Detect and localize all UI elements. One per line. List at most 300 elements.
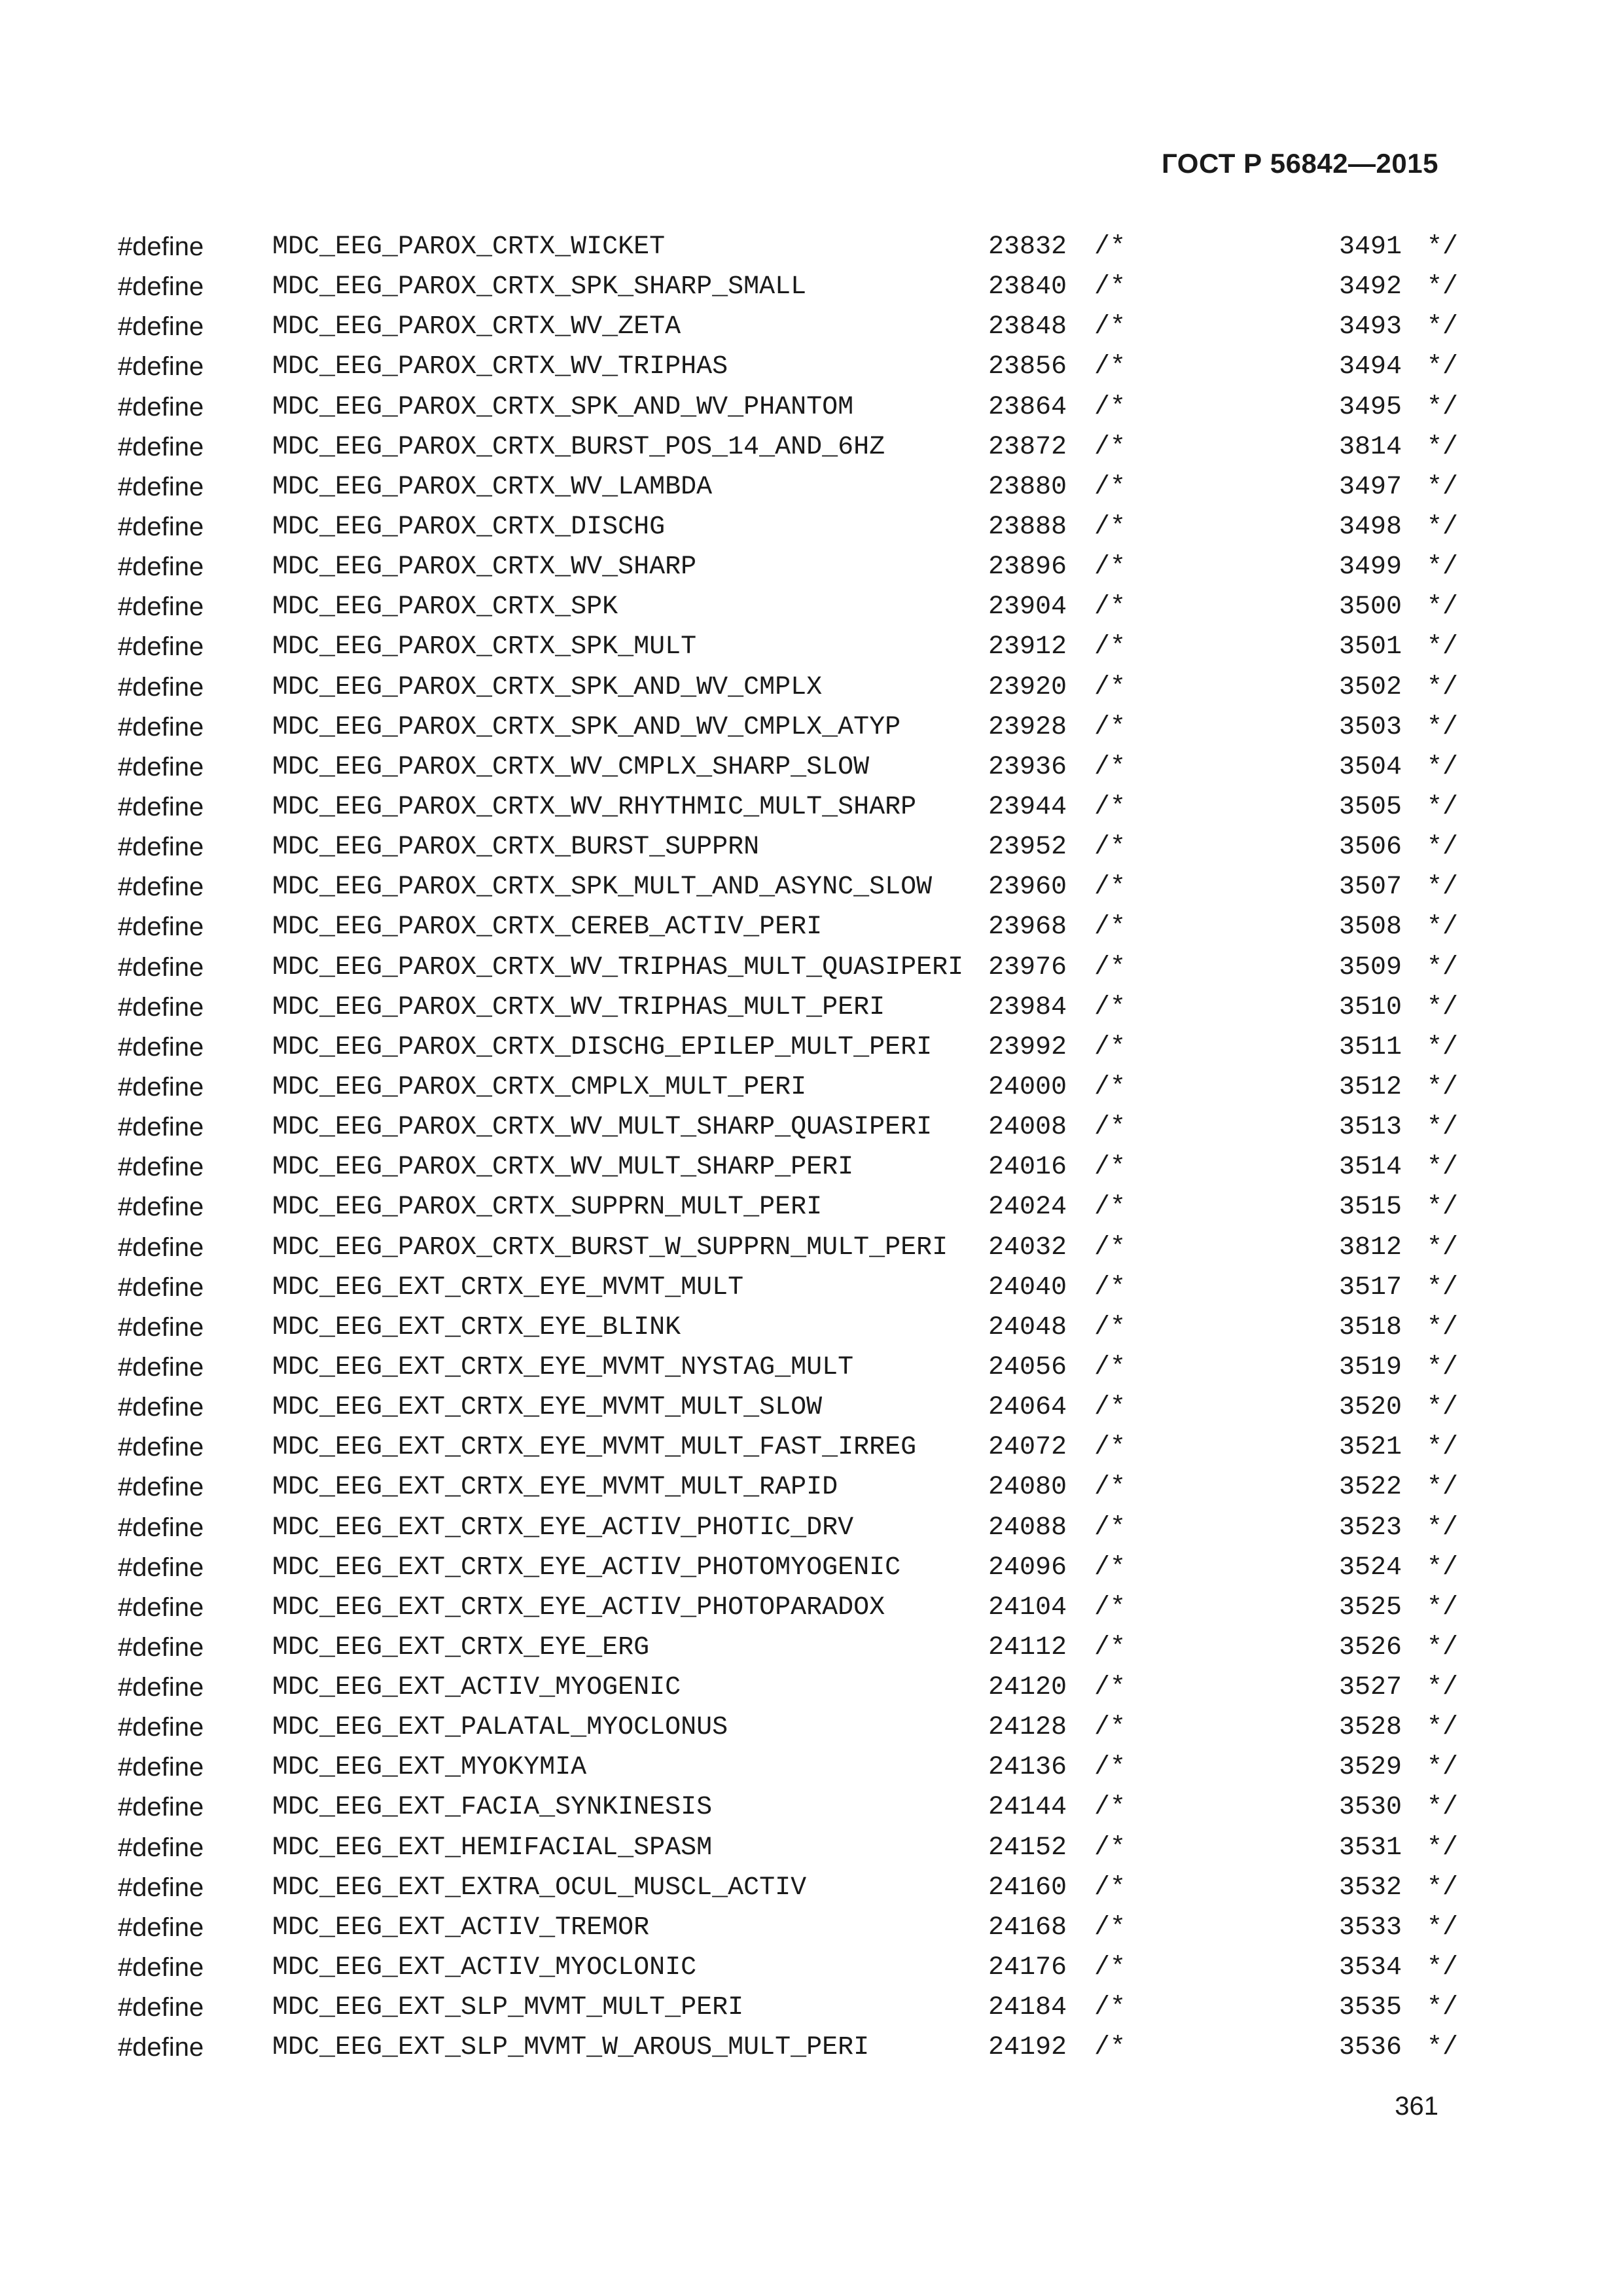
define-code: 3493 <box>1338 312 1402 342</box>
comment-open: /* <box>1094 1393 1126 1423</box>
define-keyword: #define <box>118 472 204 501</box>
comment-close: */ <box>1426 792 1458 822</box>
define-name: MDC_EEG_PAROX_CRTX_WV_TRIPHAS_MULT_QUASIPERI <box>272 952 964 982</box>
define-keyword: #define <box>118 1793 204 1822</box>
define-value: 24152 <box>988 1833 1067 1863</box>
define-row <box>118 1508 1459 1548</box>
define-keyword: #define <box>118 792 204 821</box>
define-row <box>118 1708 1459 1748</box>
comment-open: /* <box>1094 472 1126 502</box>
define-value: 24192 <box>988 2033 1067 2063</box>
define-value: 23976 <box>988 952 1067 982</box>
define-value: 23984 <box>988 992 1067 1022</box>
define-name: MDC_EEG_PAROX_CRTX_SPK_MULT_AND_ASYNC_SLOW <box>272 872 933 903</box>
define-code: 3511 <box>1338 1032 1402 1062</box>
comment-open: /* <box>1094 2033 1126 2063</box>
define-name: MDC_EEG_PAROX_CRTX_BURST_W_SUPPRN_MULT_PERI <box>272 1232 948 1263</box>
define-value: 23992 <box>988 1032 1067 1062</box>
comment-close: */ <box>1426 752 1458 782</box>
comment-open: /* <box>1094 1632 1126 1662</box>
define-keyword: #define <box>118 1072 204 1102</box>
comment-close: */ <box>1426 1272 1458 1302</box>
define-code: 3498 <box>1338 512 1402 542</box>
define-code: 3525 <box>1338 1592 1402 1623</box>
define-code: 3518 <box>1338 1312 1402 1342</box>
define-name: MDC_EEG_PAROX_CRTX_WV_LAMBDA <box>272 472 713 502</box>
comment-open: /* <box>1094 512 1126 542</box>
comment-close: */ <box>1426 1232 1458 1263</box>
define-keyword: #define <box>118 1232 204 1262</box>
define-name: MDC_EEG_PAROX_CRTX_WICKET <box>272 232 666 262</box>
comment-open: /* <box>1094 392 1126 422</box>
define-value: 23848 <box>988 312 1067 342</box>
define-value: 24024 <box>988 1193 1067 1223</box>
comment-open: /* <box>1094 1113 1126 1143</box>
define-keyword: #define <box>118 1433 204 1462</box>
define-name: MDC_EEG_EXT_CRTX_EYE_MVMT_MULT_FAST_IRREG <box>272 1433 917 1463</box>
define-row <box>118 668 1459 708</box>
comment-open: /* <box>1094 1993 1126 2023</box>
define-value: 24088 <box>988 1513 1067 1543</box>
define-name: MDC_EEG_EXT_CRTX_EYE_MVMT_MULT <box>272 1272 744 1302</box>
comment-open: /* <box>1094 1433 1126 1463</box>
define-keyword: #define <box>118 1713 204 1742</box>
define-keyword: #define <box>118 872 204 902</box>
define-name: MDC_EEG_PAROX_CRTX_SPK_SHARP_SMALL <box>272 272 807 302</box>
define-keyword: #define <box>118 1312 204 1342</box>
define-row <box>118 427 1459 467</box>
define-code: 3530 <box>1338 1793 1402 1823</box>
define-name: MDC_EEG_PAROX_CRTX_CMPLX_MULT_PERI <box>272 1072 807 1102</box>
comment-open: /* <box>1094 552 1126 583</box>
define-row <box>118 1628 1459 1668</box>
comment-open: /* <box>1094 833 1126 863</box>
comment-open: /* <box>1094 752 1126 782</box>
comment-close: */ <box>1426 833 1458 863</box>
define-row <box>118 1268 1459 1308</box>
define-keyword: #define <box>118 1513 204 1542</box>
define-keyword: #define <box>118 1352 204 1382</box>
comment-close: */ <box>1426 872 1458 903</box>
comment-close: */ <box>1426 1793 1458 1823</box>
define-value: 24136 <box>988 1753 1067 1783</box>
comment-open: /* <box>1094 1072 1126 1102</box>
comment-close: */ <box>1426 2033 1458 2063</box>
define-code: 3502 <box>1338 672 1402 702</box>
comment-open: /* <box>1094 1833 1126 1863</box>
comment-open: /* <box>1094 232 1126 262</box>
comment-open: /* <box>1094 792 1126 822</box>
define-value: 24096 <box>988 1552 1067 1583</box>
define-keyword: #define <box>118 312 204 342</box>
define-keyword: #define <box>118 2033 204 2062</box>
define-keyword: #define <box>118 1153 204 1182</box>
comment-close: */ <box>1426 1912 1458 1943</box>
comment-open: /* <box>1094 1873 1126 1903</box>
define-row <box>118 948 1459 988</box>
comment-open: /* <box>1094 272 1126 302</box>
define-value: 23856 <box>988 352 1067 382</box>
comment-close: */ <box>1426 632 1458 662</box>
define-row <box>118 1107 1459 1147</box>
define-keyword: #define <box>118 1673 204 1702</box>
define-row <box>118 347 1459 387</box>
define-code: 3519 <box>1338 1352 1402 1382</box>
define-row <box>118 1348 1459 1388</box>
define-keyword: #define <box>118 1873 204 1902</box>
comment-close: */ <box>1426 472 1458 502</box>
comment-open: /* <box>1094 1592 1126 1623</box>
define-row <box>118 1868 1459 1908</box>
define-name: MDC_EEG_PAROX_CRTX_WV_TRIPHAS_MULT_PERI <box>272 992 885 1022</box>
define-code: 3531 <box>1338 1833 1402 1863</box>
define-code: 3501 <box>1338 632 1402 662</box>
define-keyword: #define <box>118 232 204 261</box>
define-value: 24184 <box>988 1993 1067 2023</box>
page-number: 361 <box>1395 2092 1438 2121</box>
comment-close: */ <box>1426 1312 1458 1342</box>
comment-open: /* <box>1094 352 1126 382</box>
comment-open: /* <box>1094 992 1126 1022</box>
comment-open: /* <box>1094 632 1126 662</box>
define-code: 3495 <box>1338 392 1402 422</box>
define-value: 23832 <box>988 232 1067 262</box>
define-value: 23888 <box>988 512 1067 542</box>
define-value: 24048 <box>988 1312 1067 1342</box>
define-code: 3520 <box>1338 1393 1402 1423</box>
define-row <box>118 988 1459 1028</box>
define-code: 3532 <box>1338 1873 1402 1903</box>
define-name: MDC_EEG_EXT_CRTX_EYE_ERG <box>272 1632 650 1662</box>
comment-close: */ <box>1426 1592 1458 1623</box>
define-keyword: #define <box>118 1993 204 2022</box>
comment-open: /* <box>1094 1912 1126 1943</box>
define-keyword: #define <box>118 1193 204 1222</box>
define-keyword: #define <box>118 952 204 982</box>
define-keyword: #define <box>118 1833 204 1862</box>
define-code: 3535 <box>1338 1993 1402 2023</box>
define-row <box>118 907 1459 947</box>
define-code: 3504 <box>1338 752 1402 782</box>
define-row <box>118 467 1459 507</box>
define-name: MDC_EEG_PAROX_CRTX_BURST_SUPPRN <box>272 833 760 863</box>
define-code: 3494 <box>1338 352 1402 382</box>
define-name: MDC_EEG_EXT_EXTRA_OCUL_MUSCL_ACTIV <box>272 1873 807 1903</box>
define-row <box>118 227 1459 267</box>
define-row <box>118 1187 1459 1227</box>
define-name: MDC_EEG_EXT_MYOKYMIA <box>272 1753 587 1783</box>
define-code: 3529 <box>1338 1753 1402 1783</box>
define-keyword: #define <box>118 272 204 302</box>
define-code: 3506 <box>1338 833 1402 863</box>
define-row <box>118 387 1459 427</box>
define-value: 24064 <box>988 1393 1067 1423</box>
comment-close: */ <box>1426 1953 1458 1983</box>
define-name: MDC_EEG_PAROX_CRTX_WV_ZETA <box>272 312 681 342</box>
comment-open: /* <box>1094 952 1126 982</box>
define-name: MDC_EEG_PAROX_CRTX_SUPPRN_MULT_PERI <box>272 1193 823 1223</box>
comment-open: /* <box>1094 1232 1126 1263</box>
define-name: MDC_EEG_PAROX_CRTX_WV_TRIPHAS <box>272 352 728 382</box>
comment-close: */ <box>1426 1153 1458 1183</box>
define-keyword: #define <box>118 1473 204 1502</box>
define-name: MDC_EEG_EXT_ACTIV_MYOGENIC <box>272 1673 681 1703</box>
define-value: 24008 <box>988 1113 1067 1143</box>
define-code: 3503 <box>1338 712 1402 742</box>
define-name: MDC_EEG_PAROX_CRTX_WV_SHARP <box>272 552 697 583</box>
define-name: MDC_EEG_PAROX_CRTX_SPK_MULT <box>272 632 697 662</box>
comment-close: */ <box>1426 1032 1458 1062</box>
define-row <box>118 267 1459 307</box>
comment-close: */ <box>1426 1632 1458 1662</box>
define-name: MDC_EEG_PAROX_CRTX_DISCHG <box>272 512 666 542</box>
comment-open: /* <box>1094 1673 1126 1703</box>
define-keyword: #define <box>118 1272 204 1302</box>
define-row <box>118 1388 1459 1427</box>
define-name: MDC_EEG_PAROX_CRTX_SPK <box>272 592 618 622</box>
comment-close: */ <box>1426 1473 1458 1503</box>
comment-close: */ <box>1426 1993 1458 2023</box>
define-row <box>118 1908 1459 1948</box>
define-row <box>118 827 1459 867</box>
comment-close: */ <box>1426 552 1458 583</box>
define-value: 23960 <box>988 872 1067 903</box>
comment-close: */ <box>1426 912 1458 942</box>
define-keyword: #define <box>118 392 204 422</box>
define-value: 23904 <box>988 592 1067 622</box>
define-value: 23840 <box>988 272 1067 302</box>
define-name: MDC_EEG_PAROX_CRTX_SPK_AND_WV_CMPLX_ATYP <box>272 712 901 742</box>
define-keyword: #define <box>118 1393 204 1422</box>
define-name: MDC_EEG_PAROX_CRTX_CEREB_ACTIV_PERI <box>272 912 823 942</box>
define-code: 3521 <box>1338 1433 1402 1463</box>
comment-open: /* <box>1094 712 1126 742</box>
comment-close: */ <box>1426 1713 1458 1743</box>
define-name: MDC_EEG_EXT_CRTX_EYE_MVMT_MULT_SLOW <box>272 1393 823 1423</box>
comment-close: */ <box>1426 352 1458 382</box>
comment-open: /* <box>1094 1513 1126 1543</box>
define-row <box>118 587 1459 627</box>
define-keyword: #define <box>118 1113 204 1142</box>
comment-close: */ <box>1426 672 1458 702</box>
comment-close: */ <box>1426 1433 1458 1463</box>
define-value: 24112 <box>988 1632 1067 1662</box>
define-name: MDC_EEG_EXT_CRTX_EYE_MVMT_NYSTAG_MULT <box>272 1352 854 1382</box>
define-value: 23896 <box>988 552 1067 583</box>
comment-close: */ <box>1426 312 1458 342</box>
define-name: MDC_EEG_EXT_CRTX_EYE_MVMT_MULT_RAPID <box>272 1473 838 1503</box>
define-code: 3507 <box>1338 872 1402 903</box>
define-row <box>118 627 1459 667</box>
define-row <box>118 1067 1459 1107</box>
define-code: 3515 <box>1338 1193 1402 1223</box>
define-name: MDC_EEG_PAROX_CRTX_BURST_POS_14_AND_6HZ <box>272 432 885 462</box>
define-list <box>118 227 1459 2068</box>
define-value: 24104 <box>988 1592 1067 1623</box>
define-row <box>118 1828 1459 1868</box>
comment-close: */ <box>1426 512 1458 542</box>
comment-close: */ <box>1426 232 1458 262</box>
define-code: 3492 <box>1338 272 1402 302</box>
define-value: 23912 <box>988 632 1067 662</box>
define-row <box>118 2028 1459 2068</box>
comment-open: /* <box>1094 1352 1126 1382</box>
define-keyword: #define <box>118 432 204 461</box>
define-value: 23944 <box>988 792 1067 822</box>
define-code: 3524 <box>1338 1552 1402 1583</box>
define-keyword: #define <box>118 992 204 1022</box>
comment-open: /* <box>1094 1312 1126 1342</box>
define-code: 3523 <box>1338 1513 1402 1543</box>
define-value: 24128 <box>988 1713 1067 1743</box>
define-name: MDC_EEG_PAROX_CRTX_WV_MULT_SHARP_QUASIPERI <box>272 1113 933 1143</box>
comment-close: */ <box>1426 1753 1458 1783</box>
define-name: MDC_EEG_EXT_ACTIV_TREMOR <box>272 1912 650 1943</box>
define-code: 3814 <box>1338 432 1402 462</box>
comment-close: */ <box>1426 1113 1458 1143</box>
define-keyword: #define <box>118 352 204 382</box>
define-keyword: #define <box>118 1753 204 1782</box>
define-row <box>118 1228 1459 1268</box>
define-code: 3812 <box>1338 1232 1402 1263</box>
comment-open: /* <box>1094 672 1126 702</box>
comment-open: /* <box>1094 312 1126 342</box>
define-code: 3512 <box>1338 1072 1402 1102</box>
define-keyword: #define <box>118 1632 204 1662</box>
comment-open: /* <box>1094 592 1126 622</box>
comment-open: /* <box>1094 1713 1126 1743</box>
define-keyword: #define <box>118 1953 204 1982</box>
define-row <box>118 1427 1459 1467</box>
comment-close: */ <box>1426 1072 1458 1102</box>
define-row <box>118 1147 1459 1187</box>
define-value: 23968 <box>988 912 1067 942</box>
define-name: MDC_EEG_EXT_CRTX_EYE_ACTIV_PHOTIC_DRV <box>272 1513 854 1543</box>
define-name: MDC_EEG_EXT_SLP_MVMT_W_AROUS_MULT_PERI <box>272 2033 870 2063</box>
define-name: MDC_EEG_PAROX_CRTX_WV_RHYTHMIC_MULT_SHARP <box>272 792 917 822</box>
define-code: 3533 <box>1338 1912 1402 1943</box>
document-id-header: ГОСТ Р 56842—2015 <box>1162 148 1438 179</box>
define-keyword: #define <box>118 912 204 942</box>
define-keyword: #define <box>118 512 204 541</box>
define-keyword: #define <box>118 1552 204 1582</box>
define-name: MDC_EEG_PAROX_CRTX_WV_MULT_SHARP_PERI <box>272 1153 854 1183</box>
comment-open: /* <box>1094 1193 1126 1223</box>
define-name: MDC_EEG_EXT_FACIA_SYNKINESIS <box>272 1793 713 1823</box>
define-value: 23864 <box>988 392 1067 422</box>
define-code: 3499 <box>1338 552 1402 583</box>
define-keyword: #define <box>118 1032 204 1062</box>
define-keyword: #define <box>118 672 204 702</box>
define-value: 24072 <box>988 1433 1067 1463</box>
define-row <box>118 1588 1459 1628</box>
comment-close: */ <box>1426 1513 1458 1543</box>
define-keyword: #define <box>118 712 204 742</box>
define-row <box>118 708 1459 747</box>
define-value: 24016 <box>988 1153 1067 1183</box>
define-code: 3522 <box>1338 1473 1402 1503</box>
define-row <box>118 547 1459 587</box>
define-keyword: #define <box>118 592 204 622</box>
define-value: 24080 <box>988 1473 1067 1503</box>
define-row <box>118 1308 1459 1348</box>
define-name: MDC_EEG_EXT_SLP_MVMT_MULT_PERI <box>272 1993 744 2023</box>
comment-open: /* <box>1094 1953 1126 1983</box>
define-value: 24040 <box>988 1272 1067 1302</box>
define-keyword: #define <box>118 632 204 662</box>
define-code: 3509 <box>1338 952 1402 982</box>
comment-open: /* <box>1094 1272 1126 1302</box>
define-code: 3513 <box>1338 1113 1402 1143</box>
define-row <box>118 307 1459 347</box>
comment-close: */ <box>1426 592 1458 622</box>
define-keyword: #define <box>118 833 204 862</box>
define-row <box>118 747 1459 787</box>
comment-close: */ <box>1426 272 1458 302</box>
define-value: 24056 <box>988 1352 1067 1382</box>
define-row <box>118 1668 1459 1708</box>
comment-open: /* <box>1094 1473 1126 1503</box>
define-value: 24144 <box>988 1793 1067 1823</box>
define-row <box>118 1748 1459 1787</box>
define-row <box>118 1028 1459 1067</box>
comment-open: /* <box>1094 1552 1126 1583</box>
define-name: MDC_EEG_PAROX_CRTX_SPK_AND_WV_PHANTOM <box>272 392 854 422</box>
define-row <box>118 1948 1459 1988</box>
define-row <box>118 1467 1459 1507</box>
define-code: 3536 <box>1338 2033 1402 2063</box>
define-code: 3491 <box>1338 232 1402 262</box>
comment-open: /* <box>1094 1153 1126 1183</box>
comment-close: */ <box>1426 1352 1458 1382</box>
define-name: MDC_EEG_EXT_CRTX_EYE_ACTIV_PHOTOPARADOX <box>272 1592 885 1623</box>
define-value: 23936 <box>988 752 1067 782</box>
define-code: 3514 <box>1338 1153 1402 1183</box>
define-code: 3505 <box>1338 792 1402 822</box>
comment-close: */ <box>1426 1552 1458 1583</box>
define-value: 23952 <box>988 833 1067 863</box>
define-name: MDC_EEG_EXT_CRTX_EYE_BLINK <box>272 1312 681 1342</box>
define-code: 3526 <box>1338 1632 1402 1662</box>
define-code: 3528 <box>1338 1713 1402 1743</box>
define-keyword: #define <box>118 552 204 582</box>
comment-close: */ <box>1426 712 1458 742</box>
define-name: MDC_EEG_PAROX_CRTX_WV_CMPLX_SHARP_SLOW <box>272 752 870 782</box>
define-row <box>118 1988 1459 2028</box>
define-name: MDC_EEG_EXT_ACTIV_MYOCLONIC <box>272 1953 697 1983</box>
define-value: 23872 <box>988 432 1067 462</box>
define-code: 3527 <box>1338 1673 1402 1703</box>
define-row <box>118 1548 1459 1588</box>
comment-open: /* <box>1094 912 1126 942</box>
define-value: 24120 <box>988 1673 1067 1703</box>
define-value: 24032 <box>988 1232 1067 1263</box>
define-code: 3508 <box>1338 912 1402 942</box>
define-row <box>118 1787 1459 1827</box>
define-value: 23928 <box>988 712 1067 742</box>
define-name: MDC_EEG_PAROX_CRTX_SPK_AND_WV_CMPLX <box>272 672 823 702</box>
comment-close: */ <box>1426 1833 1458 1863</box>
define-value: 23920 <box>988 672 1067 702</box>
define-row <box>118 787 1459 827</box>
comment-close: */ <box>1426 1673 1458 1703</box>
define-name: MDC_EEG_PAROX_CRTX_DISCHG_EPILEP_MULT_PERI <box>272 1032 933 1062</box>
define-row <box>118 507 1459 547</box>
define-value: 24168 <box>988 1912 1067 1943</box>
comment-close: */ <box>1426 1193 1458 1223</box>
define-name: MDC_EEG_EXT_PALATAL_MYOCLONUS <box>272 1713 728 1743</box>
comment-close: */ <box>1426 1873 1458 1903</box>
